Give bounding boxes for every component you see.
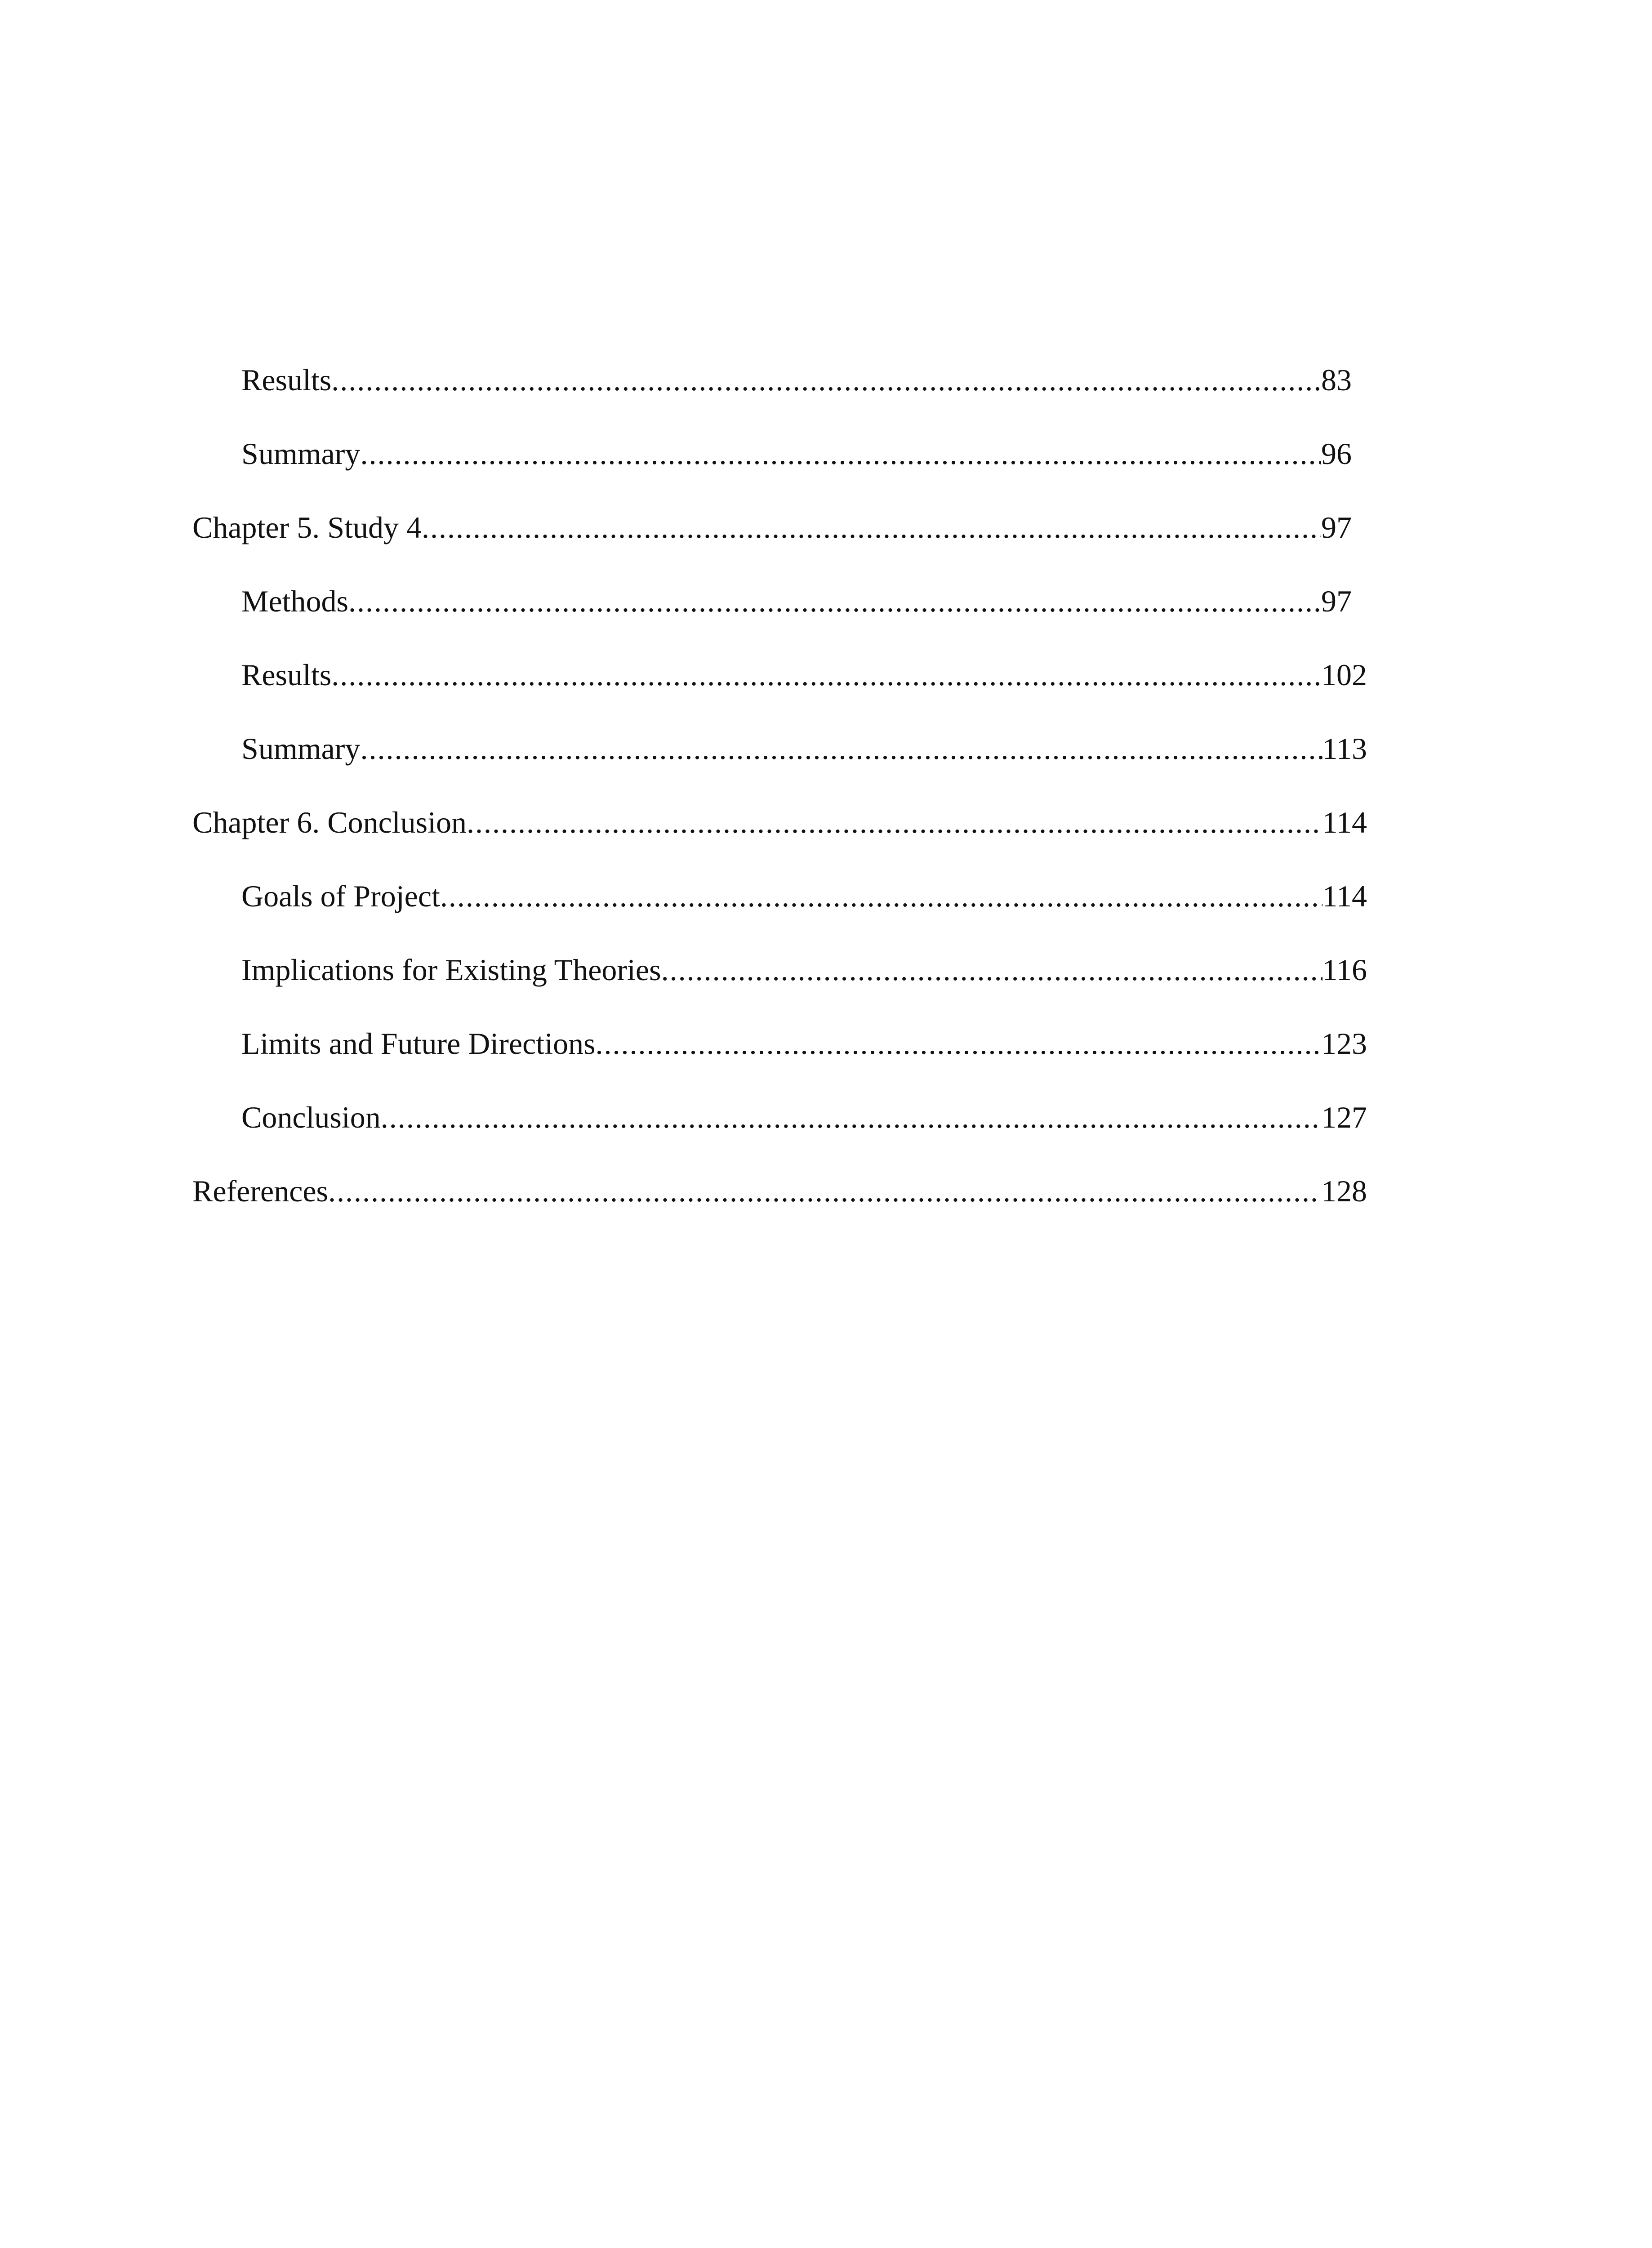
toc-page-number: 127: [1321, 1100, 1367, 1134]
toc-dot-leader: [348, 583, 1321, 619]
toc-entry-title: References: [192, 1174, 329, 1208]
toc-entry-title: Limits and Future Directions: [241, 1026, 596, 1061]
toc-entry-title: Summary: [241, 437, 361, 471]
toc-entry-references[interactable]: [192, 1173, 1367, 1209]
toc-dot-leader: [596, 1026, 1321, 1062]
toc-entry-title: Results: [241, 658, 332, 692]
toc-entry-methods[interactable]: [241, 583, 1352, 619]
toc-entry-conclusion[interactable]: [241, 1099, 1367, 1135]
toc-page-number: 114: [1322, 805, 1367, 839]
toc-dot-leader: [328, 1173, 1321, 1209]
toc-entry-title: Methods: [241, 584, 348, 618]
toc-entry-title: Chapter 5. Study 4: [192, 510, 422, 544]
toc-dot-leader: [381, 1099, 1321, 1135]
toc-page-number: 83: [1321, 363, 1352, 397]
toc-dot-leader: [360, 731, 1322, 767]
toc-page-number: 123: [1321, 1026, 1367, 1061]
toc-entry-implications[interactable]: [241, 952, 1367, 988]
toc-page-number: 116: [1322, 953, 1367, 987]
toc-entry-title: Conclusion: [241, 1100, 381, 1134]
toc-page-number: 113: [1322, 731, 1367, 766]
toc-dot-leader: [467, 804, 1322, 840]
toc-page-number: 114: [1322, 879, 1367, 913]
toc-entry-title: Results: [241, 363, 332, 397]
toc-entry-title: Implications for Existing Theories: [241, 953, 661, 987]
toc-entry-title: Goals of Project: [241, 879, 440, 913]
toc-entry-title: Chapter 6. Conclusion: [192, 805, 467, 839]
toc-entry-results[interactable]: [241, 657, 1367, 693]
toc-dot-leader: [331, 657, 1321, 693]
toc-page-number: 128: [1321, 1174, 1367, 1208]
toc-page-number: 96: [1321, 437, 1352, 471]
toc-page-number: 97: [1321, 584, 1352, 618]
toc-entry-summary[interactable]: [241, 731, 1367, 767]
toc-entry-chapter-6[interactable]: [192, 804, 1367, 840]
toc-entry-chapter-5[interactable]: [192, 509, 1352, 545]
toc-dot-leader: [661, 952, 1322, 988]
toc-entry-summary[interactable]: [241, 436, 1352, 472]
toc-dot-leader: [331, 362, 1321, 398]
toc-entry-goals-of-project[interactable]: [241, 878, 1367, 914]
toc-page-number: 97: [1321, 510, 1352, 544]
toc-page-number: 102: [1321, 658, 1367, 692]
toc-dot-leader: [360, 436, 1321, 472]
toc-dot-leader: [422, 509, 1321, 545]
toc-dot-leader: [440, 878, 1322, 914]
toc-entry-limits[interactable]: [241, 1026, 1367, 1062]
toc-entry-results[interactable]: [241, 362, 1352, 398]
toc-entry-title: Summary: [241, 731, 361, 766]
